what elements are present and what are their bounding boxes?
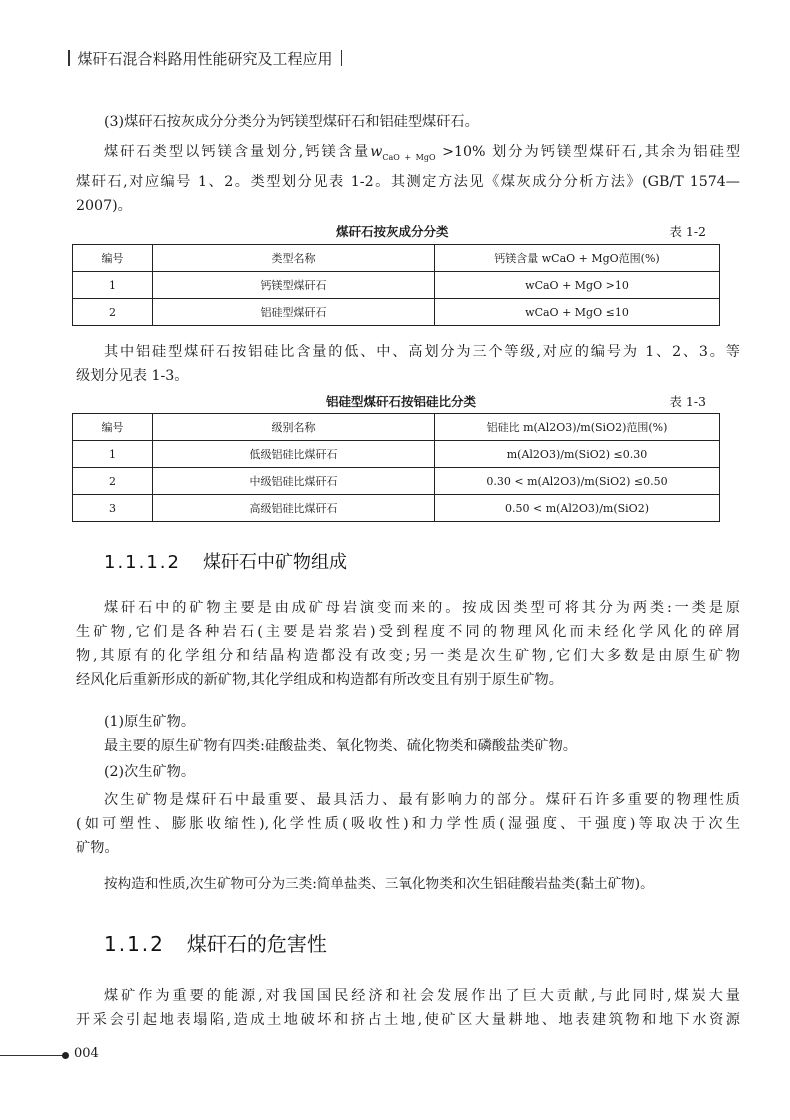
table-row [73,441,720,468]
table-cell: 铝硅型煤矸石 [153,299,435,326]
section-title: 煤矸石的危害性 [186,932,327,956]
para-line: 次生矿物是煤矸石中最重要、最具活力、最有影响力的部分。煤矸石许多重要的物理性质 [104,792,740,808]
table-1-2-title: 煤矸石按灰成分分类 [336,224,449,239]
running-header [60,48,350,69]
table-cell: 0.50 < m(Al2O3)/m(SiO2) [435,495,720,522]
footer-rule [0,1055,64,1056]
table-1-2 [72,244,720,326]
table-1-2-number: 表 1-2 [669,224,706,239]
para-secondary-minerals [76,788,740,860]
table-1-3-title: 铝硅型煤矸石按铝硅比分类 [326,394,477,409]
table-header-cell: 编号 [73,245,153,272]
para-line: 煤矿作为重要的能源,对我国国民经济和社会发展作出了巨大贡献,与此同时,煤炭大量 [104,988,740,1004]
para-mineral-origin [76,596,740,692]
table-cell: 高级铝硅比煤矸石 [153,495,435,522]
para-line: 生矿物,它们是各种岩石(主要是岩浆岩)受到程度不同的物理风化而未经化学风化的碎屑 [76,624,740,640]
table-cell: wCaO + MgO >10 [435,272,720,299]
para-line: 矿物。 [76,840,119,856]
table-cell: m(Al2O3)/m(SiO2) ≤0.30 [435,441,720,468]
table-cell: wCaO + MgO ≤10 [435,299,720,326]
para-line: 开采会引起地表塌陷,造成土地破坏和挤占土地,使矿区大量耕地、地表建筑物和地下水资源 [76,1012,740,1028]
para-type-line-1: 煤矸石类型以钙镁含量划分,钙镁含量$w_{CaO + MgO} >10\%$ 划分为钙镁型煤矸石,其余为铝硅型 [104,144,741,162]
table-cell: 3 [73,495,153,522]
table-cell: 1 [73,441,153,468]
table-cell: 低级铝硅比煤矸石 [153,441,435,468]
table-header-row [73,245,720,272]
section-number: 1.1.2 [104,932,165,956]
table-header-cell: 级别名称 [153,414,435,441]
para-type-division [76,140,740,218]
table-cell: 中级铝硅比煤矸石 [153,468,435,495]
header-bar-left [68,50,70,66]
table-row [73,468,720,495]
table-1-3-number: 表 1-3 [669,394,706,409]
footer-dot-icon [62,1052,69,1059]
table-cell: 钙镁型煤矸石 [153,272,435,299]
table-header-cell: 类型名称 [153,245,435,272]
para-line: 物,其原有的化学组分和结晶构造都没有改变;另一类是次生矿物,它们大多数是由原生矿物 [76,648,740,664]
table-header-row [73,414,720,441]
table-header-cell: 钙镁含量 wCaO + MgO范围(%) [435,245,720,272]
para-grade-line-1: 其中铝硅型煤矸石按铝硅比含量的低、中、高划分为三个等级,对应的编号为 1、2、3。等 [104,344,740,360]
table-cell: 2 [73,468,153,495]
section-heading-1-1-1-2 [104,548,347,574]
para-grade-line-2: 级划分见表 1-3。 [76,368,189,384]
table-header-cell: 编号 [73,414,153,441]
table-header-cell: 铝硅比 m(Al2O3)/m(SiO2)范围(%) [435,414,720,441]
page-number: 004 [74,1046,99,1061]
para-type-line-2: 煤矸石,对应编号 1、2。类型划分见表 1-2。其测定方法见《煤灰成分分析方法》(GB/T 1574— [76,173,740,190]
table-1-3 [72,413,720,522]
table-row [73,272,720,299]
item-primary-minerals: (1)原生矿物。 [104,714,196,730]
table-row [73,299,720,326]
para-grade-division [76,340,740,388]
item-secondary-minerals: (2)次生矿物。 [104,764,196,780]
section-number: 1.1.1.2 [104,552,181,573]
para-type-line-3: 2007)。 [76,197,132,214]
table-cell: 2 [73,299,153,326]
table-cell: 0.30 < m(Al2O3)/m(SiO2) ≤0.50 [435,468,720,495]
header-bar-right [341,50,343,66]
section-heading-1-1-2 [104,928,327,957]
para-classification-intro: (3)煤矸石按灰成分分类分为钙镁型煤矸石和铝硅型煤矸石。 [104,114,479,130]
para-line: (如可塑性、膨胀收缩性),化学性质(吸收性)和力学性质(湿强度、干强度)等取决于次生 [76,816,740,832]
para-line: 经风化后重新形成的新矿物,其化学组成和构造都有所改变且有别于原生矿物。 [76,672,563,688]
table-row [73,495,720,522]
section-title: 煤矸石中矿物组成 [202,552,347,573]
header-title: 煤矸石混合料路用性能研究及工程应用 [77,50,333,68]
para-hazards [76,984,740,1032]
para-primary-minerals: 最主要的原生矿物有四类:硅酸盐类、氧化物类、硫化物类和磷酸盐类矿物。 [104,738,577,754]
table-cell: 1 [73,272,153,299]
para-line: 煤矸石中的矿物主要是由成矿母岩演变而来的。按成因类型可将其分为两类:一类是原 [104,600,740,616]
para-secondary-classes: 按构造和性质,次生矿物可分为三类:简单盐类、三氧化物类和次生铝硅酸岩盐类(黏土矿物)。 [104,876,654,892]
